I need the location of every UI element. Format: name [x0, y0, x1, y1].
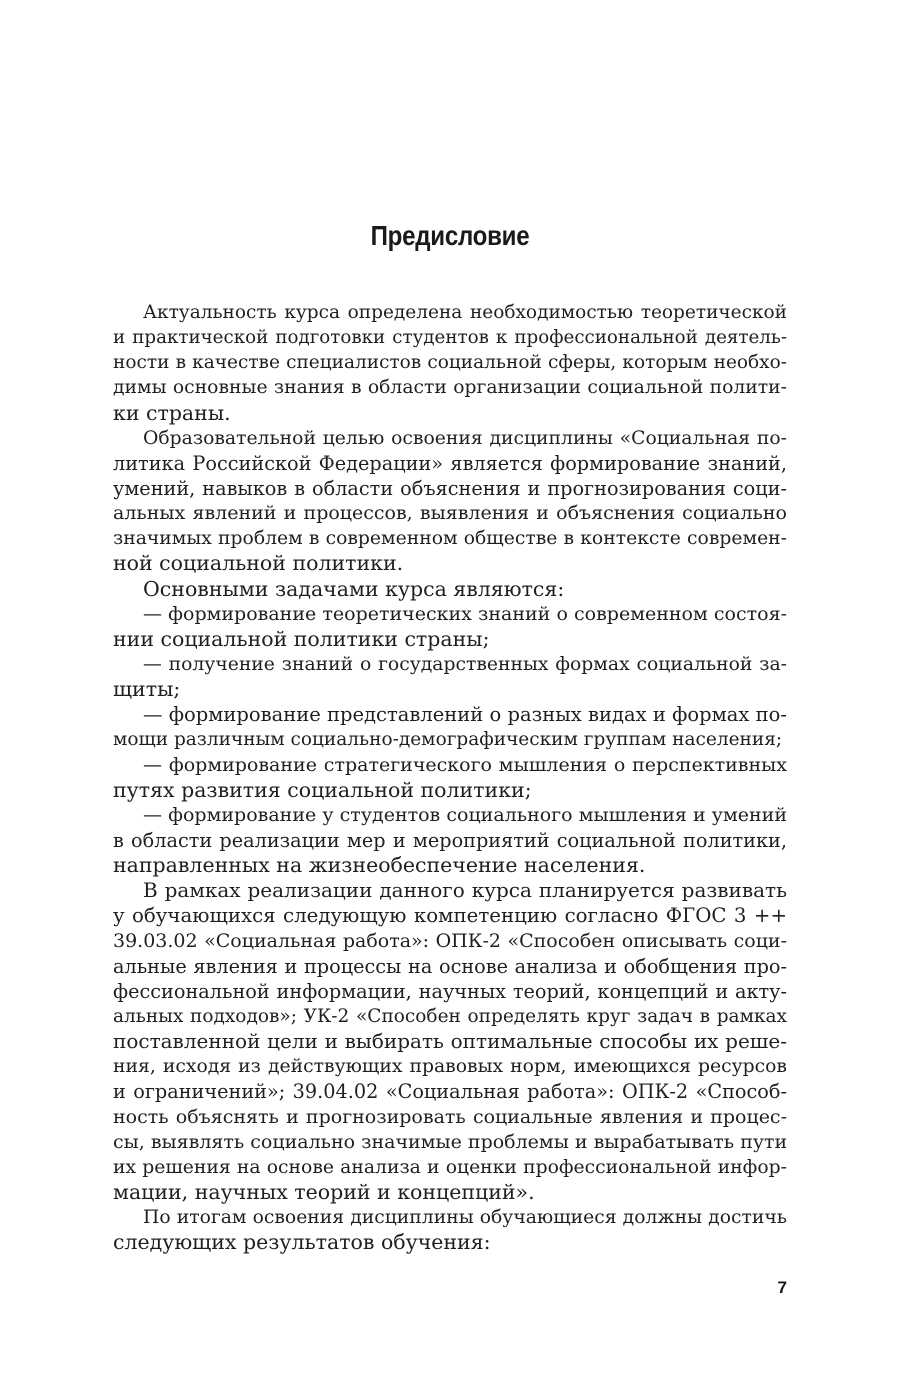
page-number: 7	[777, 1278, 787, 1297]
text-line: нии социальной политики страны;	[113, 626, 490, 651]
tasks-intro-paragraph	[113, 577, 787, 602]
text-line: димы основные знания в области организации социальной полити-	[113, 377, 787, 399]
competence-paragraph	[113, 878, 787, 1205]
text-line: в области реализации мер и мероприятий социальной политики,	[113, 828, 787, 852]
text-line: путях развития социальной политики;	[113, 777, 532, 802]
text-line: Основными задачами курса являются:	[143, 576, 565, 601]
text-line: В рамках реализации данного курса планируется развивать	[143, 878, 787, 903]
text-line: сы, выявлять социально значимые проблемы и вырабатывать пути	[113, 1130, 788, 1153]
intro-paragraph	[113, 300, 787, 426]
text-line: значимых проблем в современном обществе в контексте современ-	[113, 528, 787, 550]
text-line: Актуальность курса определена необходимостью теоретической	[143, 302, 787, 323]
page-title: Предисловие	[370, 220, 530, 251]
task-item-5	[113, 803, 787, 878]
goal-paragraph	[113, 426, 787, 577]
text-line: ной социальной политики.	[113, 551, 404, 576]
text-line: у обучающихся следующую компетенцию согласно ФГОС 3 ++	[113, 904, 787, 928]
text-line: поставленной цели и выбирать оптимальные способы их реше-	[113, 1029, 787, 1054]
text-line: ности в качестве специалистов социальной сферы, которым необхо-	[113, 352, 787, 374]
text-line: следующих результатов обучения:	[113, 1230, 491, 1255]
text-line: альные явления и процессы на основе анализа и обобщения про-	[113, 954, 787, 978]
text-line: литика Российской Федерации» является формирование знаний,	[113, 451, 787, 475]
text-line: — получение знаний о государственных формах социальной за-	[143, 653, 787, 675]
text-line: — формирование стратегического мышления о перспективных	[143, 753, 787, 776]
text-line: 39.03.02 «Социальная работа»: ОПК-2 «Способен описывать соци-	[113, 929, 787, 952]
text-line: Образовательной целью освоения дисциплины «Социальная по-	[143, 427, 787, 449]
text-line: ки страны.	[113, 400, 231, 425]
task-item-2	[113, 652, 787, 702]
text-line: направленных на жизнеобеспечение населения.	[113, 853, 646, 878]
text-line: — формирование у студентов социального мышления и умений	[143, 803, 787, 826]
text-line: умений, навыков в области объяснения и прогнозирования соци-	[113, 476, 787, 500]
results-paragraph	[113, 1205, 787, 1255]
text-line: мощи различным социально-демографическим группам населения;	[113, 729, 783, 751]
text-line: альных подходов»; УК-2 «Способен определять круг задач в рамках	[113, 1005, 787, 1027]
text-line: щиты;	[113, 677, 181, 702]
text-line: ния, исходя из действующих правовых норм, имеющихся ресурсов	[113, 1056, 787, 1078]
text-line: фессиональной информации, научных теорий, концепций и акту-	[113, 979, 787, 1003]
text-line: — формирование теоретических знаний о современном состоя-	[143, 602, 787, 625]
text-line: альных явлений и процессов, выявления и объяснения социально	[113, 502, 787, 525]
text-line: и практической подготовки студентов к профессиональной деятель-	[113, 327, 787, 349]
task-item-4	[113, 753, 787, 803]
text-line: их решения на основе анализа и оценки профессиональной инфор-	[113, 1156, 787, 1178]
text-line: — формирование представлений о разных видах и формах по-	[143, 703, 787, 727]
text-line: По итогам освоения дисциплины обучающиеся должны достичь	[143, 1207, 787, 1229]
task-item-1	[113, 602, 787, 652]
text-line: и ограничений»; 39.04.02 «Социальная работа»: ОПК-2 «Способ-	[113, 1080, 787, 1104]
task-item-3	[113, 702, 787, 752]
text-line: ность объяснять и прогнозировать социальные явления и процес-	[113, 1105, 787, 1128]
text-line: мации, научных теорий и концепций».	[113, 1179, 535, 1204]
body-text	[113, 300, 787, 1255]
